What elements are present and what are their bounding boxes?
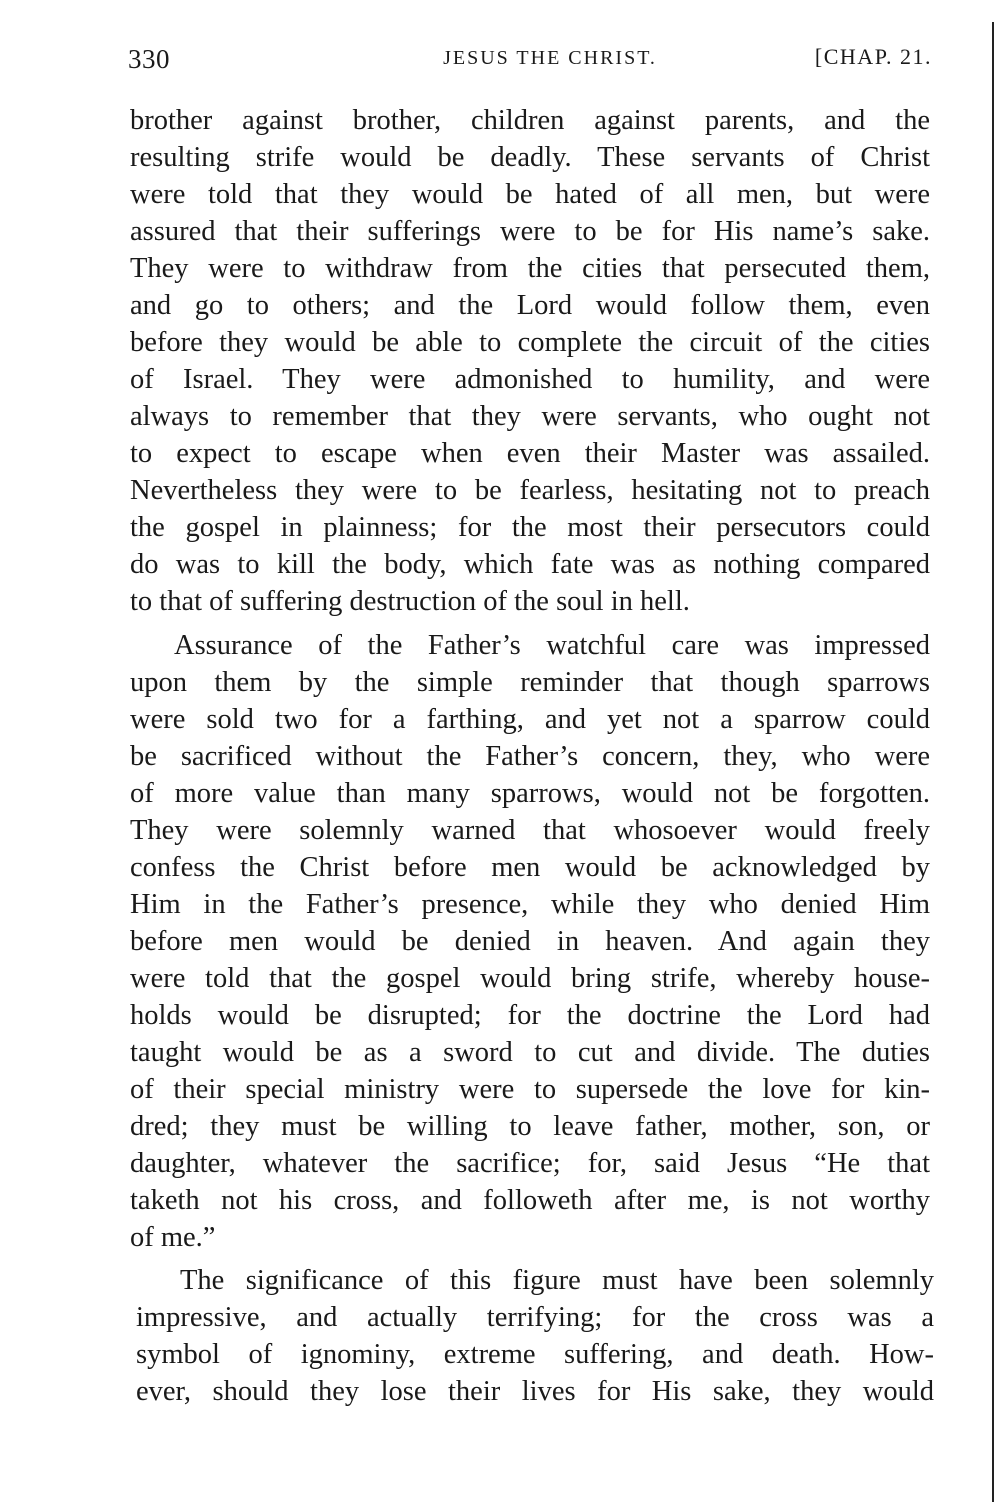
text-line: of more value than many sparrows, would not be forgotten. <box>130 778 930 809</box>
chapter-reference: [CHAP. 21. <box>814 44 932 69</box>
text-line: assured that their sufferings were to be for His name’s sake. <box>130 216 930 247</box>
running-header <box>128 44 932 84</box>
text-line: Him in the Father’s presence, while they who denied Him <box>130 889 930 920</box>
text-line: before men would be denied in heaven. And again they <box>130 926 930 957</box>
text-line: Nevertheless they were to be fearless, hesitating not to preach <box>130 475 930 506</box>
paragraph-2 <box>130 627 930 1256</box>
text-line: symbol of ignominy, extreme suffering, and death. How- <box>136 1339 934 1370</box>
text-line: of Israel. They were admonished to humility, and were <box>130 364 930 395</box>
page-edge-line <box>992 22 994 1502</box>
text-line: resulting strife would be deadly. These servants of Christ <box>130 142 930 173</box>
text-line: brother against brother, children against parents, and the <box>130 105 930 136</box>
text-line: were sold two for a farthing, and yet not a sparrow could <box>130 704 930 735</box>
text-line: The significance of this figure must have been solemnly <box>180 1265 934 1296</box>
text-line: They were to withdraw from the cities that persecuted them, <box>130 253 930 284</box>
text-line: the gospel in plainness; for the most their persecutors could <box>130 512 930 543</box>
text-line: taketh not his cross, and followeth after me, is not worthy <box>130 1185 930 1216</box>
running-title: JESUS THE CHRIST. <box>443 47 657 69</box>
paragraph-3 <box>136 1262 934 1410</box>
text-line: before they would be able to complete the circuit of the cities <box>130 327 930 358</box>
text-line: to that of suffering destruction of the soul in hell. <box>130 586 690 617</box>
text-line: and go to others; and the Lord would follow them, even <box>130 290 930 321</box>
text-line: always to remember that they were servants, who ought not <box>130 401 930 432</box>
text-line: be sacrificed without the Father’s concern, they, who were <box>130 741 930 772</box>
text-line: daughter, whatever the sacrifice; for, said Jesus “He that <box>130 1148 930 1179</box>
text-line: They were solemnly warned that whosoever would freely <box>130 815 930 846</box>
text-line: confess the Christ before men would be acknowledged by <box>130 852 930 883</box>
page-number: 330 <box>128 44 170 74</box>
text-line: were told that the gospel would bring strife, whereby house- <box>130 963 930 994</box>
text-line: to expect to escape when even their Master was assailed. <box>130 438 930 469</box>
text-line: do was to kill the body, which fate was as nothing compared <box>130 549 930 580</box>
text-line: upon them by the simple reminder that though sparrows <box>130 667 930 698</box>
text-line: of me.” <box>130 1222 216 1253</box>
paragraph-1 <box>130 102 930 620</box>
text-line: were told that they would be hated of all men, but were <box>130 179 930 210</box>
text-line: impressive, and actually terrifying; for the cross was a <box>136 1302 934 1333</box>
text-line: taught would be as a sword to cut and divide. The duties <box>130 1037 930 1068</box>
text-line: dred; they must be willing to leave father, mother, son, or <box>130 1111 930 1142</box>
text-line: holds would be disrupted; for the doctrine the Lord had <box>130 1000 930 1031</box>
text-line: ever, should they lose their lives for His sake, they would <box>136 1376 934 1407</box>
text-line: of their special ministry were to supersede the love for kin- <box>130 1074 930 1105</box>
text-line: Assurance of the Father’s watchful care was impressed <box>174 630 930 661</box>
